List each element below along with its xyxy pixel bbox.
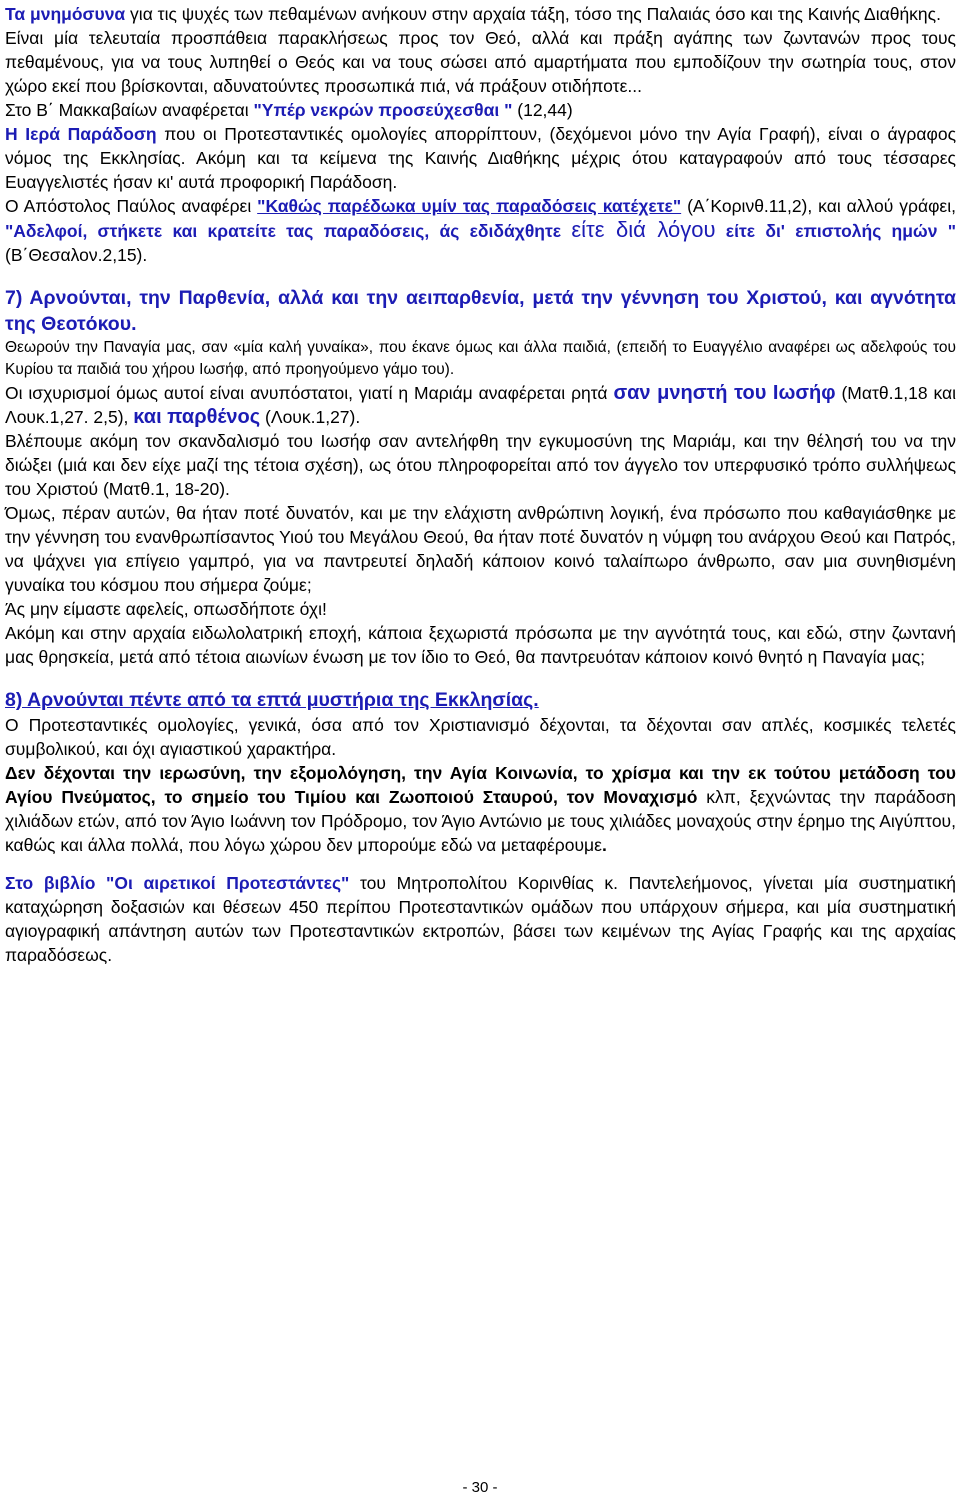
section-7-paragraph-6: Ακόμη και στην αρχαία ειδωλολατρική εποχή, κάποια ξεχωριστά πρόσωπα με την αγνότητά τους, και εδώ, στην ζωντανή μας θρησκεία, μετά από τέτοια αιωνίων ένωση με τον ίδιο το Θεό, θα παντρευόταν κάποιον κοινό θνητό η Παναγία μας; bbox=[5, 623, 956, 667]
section-7-heading: 7) Αρνούνται, την Παρθενία, αλλά και την αειπαρθενία, μετά την γέννηση του Χριστού, και αγνότητα της Θεοτόκου. bbox=[5, 287, 956, 335]
section-7-paragraph-3: Βλέπουμε ακόμη τον σκανδαλισμό του Ιωσήφ σαν αντελήφθη την εγκυμοσύνη της Μαριάμ, και την θέλησή του να την διώξει (μιά και δεν είχε μαζί της τέτοια σχέση), ως ότου πληροφορείται από τον άγγελο τον υπερφυσικό τρόπο συλλήψεως του Χριστού (Ματθ.1, 18-20). bbox=[5, 431, 956, 499]
page-number: - 30 - bbox=[462, 1479, 498, 1496]
betrothed-emphasis: σαν μνηστή του Ιωσήφ bbox=[613, 382, 836, 404]
maccabees-quote: "Υπέρ νεκρών προσεύχεσθαι " bbox=[253, 100, 513, 120]
memorials-title: Τα μνημόσυνα bbox=[5, 4, 126, 24]
section-8-heading: 8) Αρνούνται πέντε από τα επτά μυστήρια της Εκκλησίας. bbox=[5, 689, 539, 711]
rejected-sacraments: Δεν δέχονται την ιερωσύνη, την εξομολόγηση, την Αγία Κοινωνία, το χρίσμα και την εκ τούτου μετάδοση του Αγίου Πνεύματος, το σημείο του Τιμίου και Ζωοποιού Σταυρού, τον Μοναχισμό bbox=[5, 763, 956, 807]
tradition-paragraph: Η Ιερά Παράδοση που οι Προτεσταντικές ομολογίες απορρίπτουν, (δεχόμενοι μόνο την Αγία Γραφή), είναι ο άγραφος νόμος της Εκκλησίας. Ακόμη και τα κείμενα της Καινής Διαθήκης μέχρις ότου καταγραφούν από τους τέσσαρες Ευαγγελιστές ήσαν κι' αυτά προφορική Παράδοση. bbox=[5, 124, 956, 192]
paul-quote-1: "Καθώς παρέδωκα υμίν τας παραδόσεις κατέχετε" bbox=[257, 196, 682, 216]
section-8-paragraph-1: Ο Προτεσταντικές ομολογίες, γενικά, όσα από τον Χριστιανισμό δέχονται, τα δέχονται σαν απλές, κοσμικές τελετές συμβολικού, και όχι αγιαστικού χαρακτήρα. bbox=[5, 715, 956, 759]
maccabees-paragraph: Στο Β΄ Μακκαβαίων αναφέρεται "Υπέρ νεκρών προσεύχεσθαι " (12,44) bbox=[5, 100, 573, 120]
book-title: Στο βιβλίο "Οι αιρετικοί Προτεστάντες" bbox=[5, 873, 350, 893]
section-7-paragraph-5: Άς μην είμαστε αφελείς, οπωσδήποτε όχι! bbox=[5, 599, 327, 619]
paul-paragraph: Ο Απόστολος Παύλος αναφέρει "Καθώς παρέδωκα υμίν τας παραδόσεις κατέχετε" (Α΄Κορινθ.11,2), και αλλού γράφει, "Αδελφοί, στήκετε και κρατείτε τας παραδόσεις, άς εδιδάχθητε είτε διά λόγου είτε δι' επιστολής ημών " (Β΄Θεσαλον.2,15). bbox=[5, 196, 956, 265]
section-7-paragraph-4: Όμως, πέραν αυτών, θα ήταν ποτέ δυνατόν, και με την ελάχιστη ανθρώπινη λογική, ένα πρόσωπο που καθαγιάσθηκε με την γέννηση του ενανθρωπίσαντος Υιού του Μεγάλου Θεού, θα ήταν ποτέ δυνατόν η νύμφη του ανάρχου Θεού και Πατρός, να ψάχνει για επίγειο γαμπρό, για να παντρευτεί δηλαδή κάποιον κοινό ταλαίπωρο άνθρωπο, σαν μια συνηθισμένη γυναίκα του κόσμου που σήμερα ζούμε; bbox=[5, 503, 956, 595]
paul-quote-2: "Αδελφοί, στήκετε και κρατείτε τας παραδόσεις, άς εδιδάχθητε είτε διά λόγου είτε δι' επιστολής ημών " bbox=[5, 217, 956, 242]
document-page bbox=[5, 2, 956, 967]
section-gap bbox=[5, 669, 956, 687]
section-8-paragraph-2: Δεν δέχονται την ιερωσύνη, την εξομολόγηση, την Αγία Κοινωνία, το χρίσμα και την εκ τούτου μετάδοση του Αγίου Πνεύματος, το σημείο του Τιμίου και Ζωοποιού Σταυρού, τον Μοναχισμό κλπ, ξεχνώντας την παράδοση χιλιάδων ετών, από τον Άγιο Ιωάννη τον Πρόδρομο, τον Άγιο Αντώνιο με τους χιλιάδες μοναχούς στην έρημο της Αιγύπτου, καθώς και άλλα πολλά, που λόγω χώρου δεν μπορούμε εδώ να μεταφέρουμε. bbox=[5, 763, 956, 855]
prayer-paragraph: Είναι μία τελευταία προσπάθεια παρακλήσεως προς τον Θεό, αλλά και πράξη αγάπης των ζωντανών προς τους πεθαμένους, για να τους λυπηθεί ο Θεός και να τους σώσει από αμαρτήματα που εμποδίζουν την σωτηρία τους, στον χώρο εκεί που βρίσκονται, αδυνατούντες προσωπικά πιά, νά πράξουν οτιδήποτε... bbox=[5, 28, 956, 96]
paul-quote-emphasis: είτε διά λόγου bbox=[571, 217, 716, 242]
memorials-paragraph: Τα μνημόσυνα για τις ψυχές των πεθαμένων ανήκουν στην αρχαία τάξη, τόσο της Παλαιάς όσο και της Καινής Διαθήκης. bbox=[5, 4, 941, 24]
section-gap bbox=[5, 857, 956, 871]
section-7-paragraph-1: Θεωρούν την Παναγία μας, σαν «μία καλή γυναίκα», που έκανε όμως και άλλα παιδιά, (επειδή το Ευαγγέλιο αναφέρει ως αδελφούς του Κυρίου τα παιδιά του χήρου Ιωσήφ, από προηγούμενο γάμο του). bbox=[5, 339, 956, 378]
holy-tradition-term: Η Ιερά Παράδοση bbox=[5, 124, 157, 144]
book-paragraph: Στο βιβλίο "Οι αιρετικοί Προτεστάντες" του Μητροπολίτου Κορινθίας κ. Παντελεήμονος, γίνεται μία συστηματική καταχώρηση δοξασιών και θέσεων 450 περίπου Προτεσταντικών ομάδων που υπάρχουν σήμερα, και μία συστηματική αγιογραφική απάντηση αυτών των Προτεσταντικών εκτροπών, βάσει των κειμένων της Αγίας Γραφής και της αρχαίας παραδόσεως. bbox=[5, 873, 956, 965]
section-7-paragraph-2: Οι ισχυρισμοί όμως αυτοί είναι ανυπόστατοι, γιατί η Μαριάμ αναφέρεται ρητά σαν μνηστή του Ιωσήφ (Ματθ.1,18 και Λουκ.1,27. 2,5), και παρθένος (Λουκ.1,27). bbox=[5, 382, 956, 428]
section-gap bbox=[5, 267, 956, 285]
virgin-emphasis: και παρθένος bbox=[133, 406, 261, 428]
